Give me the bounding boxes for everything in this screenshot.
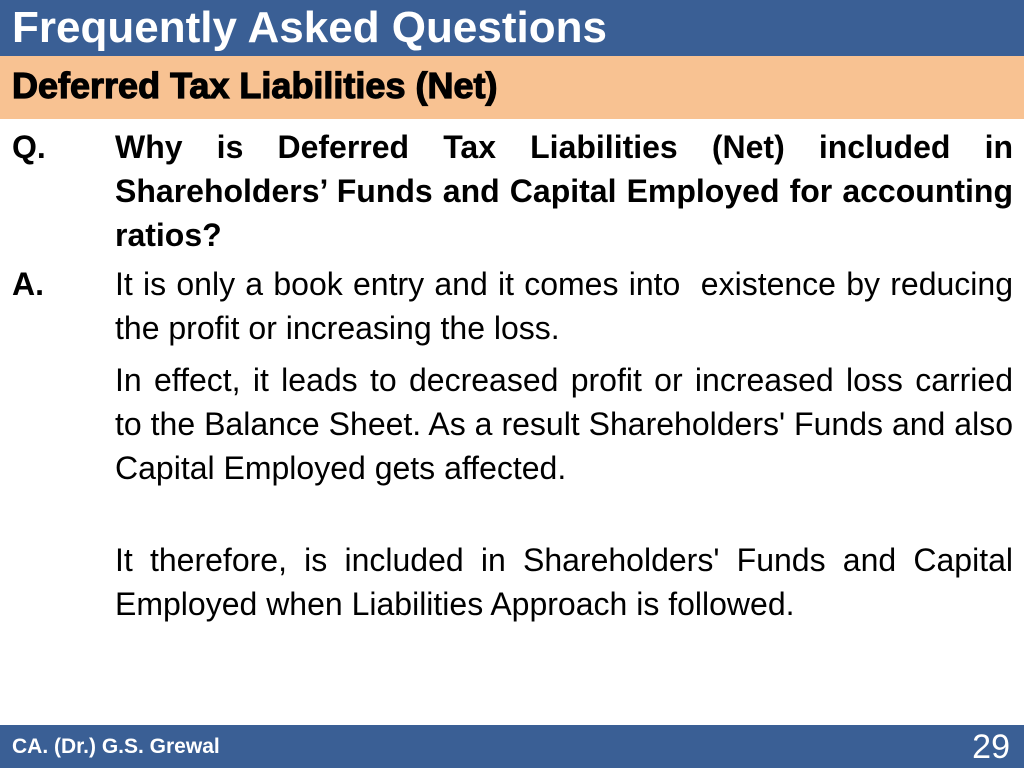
question-text: Why is Deferred Tax Liabilities (Net) included in Shareholders’ Funds and Capital Employed for accounting ratios? (115, 129, 1013, 253)
page-title: Frequently Asked Questions (12, 3, 607, 52)
footer-author: CA. (Dr.) G.S. Grewal (12, 735, 220, 758)
answer-label: A. (12, 266, 44, 302)
answer-paragraph: It is only a book entry and it comes into existence by reducing the profit or increasing the loss. (115, 266, 1022, 346)
page-number: 29 (972, 728, 1010, 766)
answer-paragraph: In effect, it leads to decreased profit or increased loss carried to the Balance Sheet. As a result Shareholders' Funds and also Capital Employed gets affected. (115, 362, 1013, 486)
page-subtitle: Deferred Tax Liabilities (Net) (12, 65, 498, 106)
answer-paragraph: It therefore, is included in Shareholders' Funds and Capital Employed when Liabilities Approach is followed. (115, 542, 1013, 622)
question-label: Q. (12, 129, 46, 165)
